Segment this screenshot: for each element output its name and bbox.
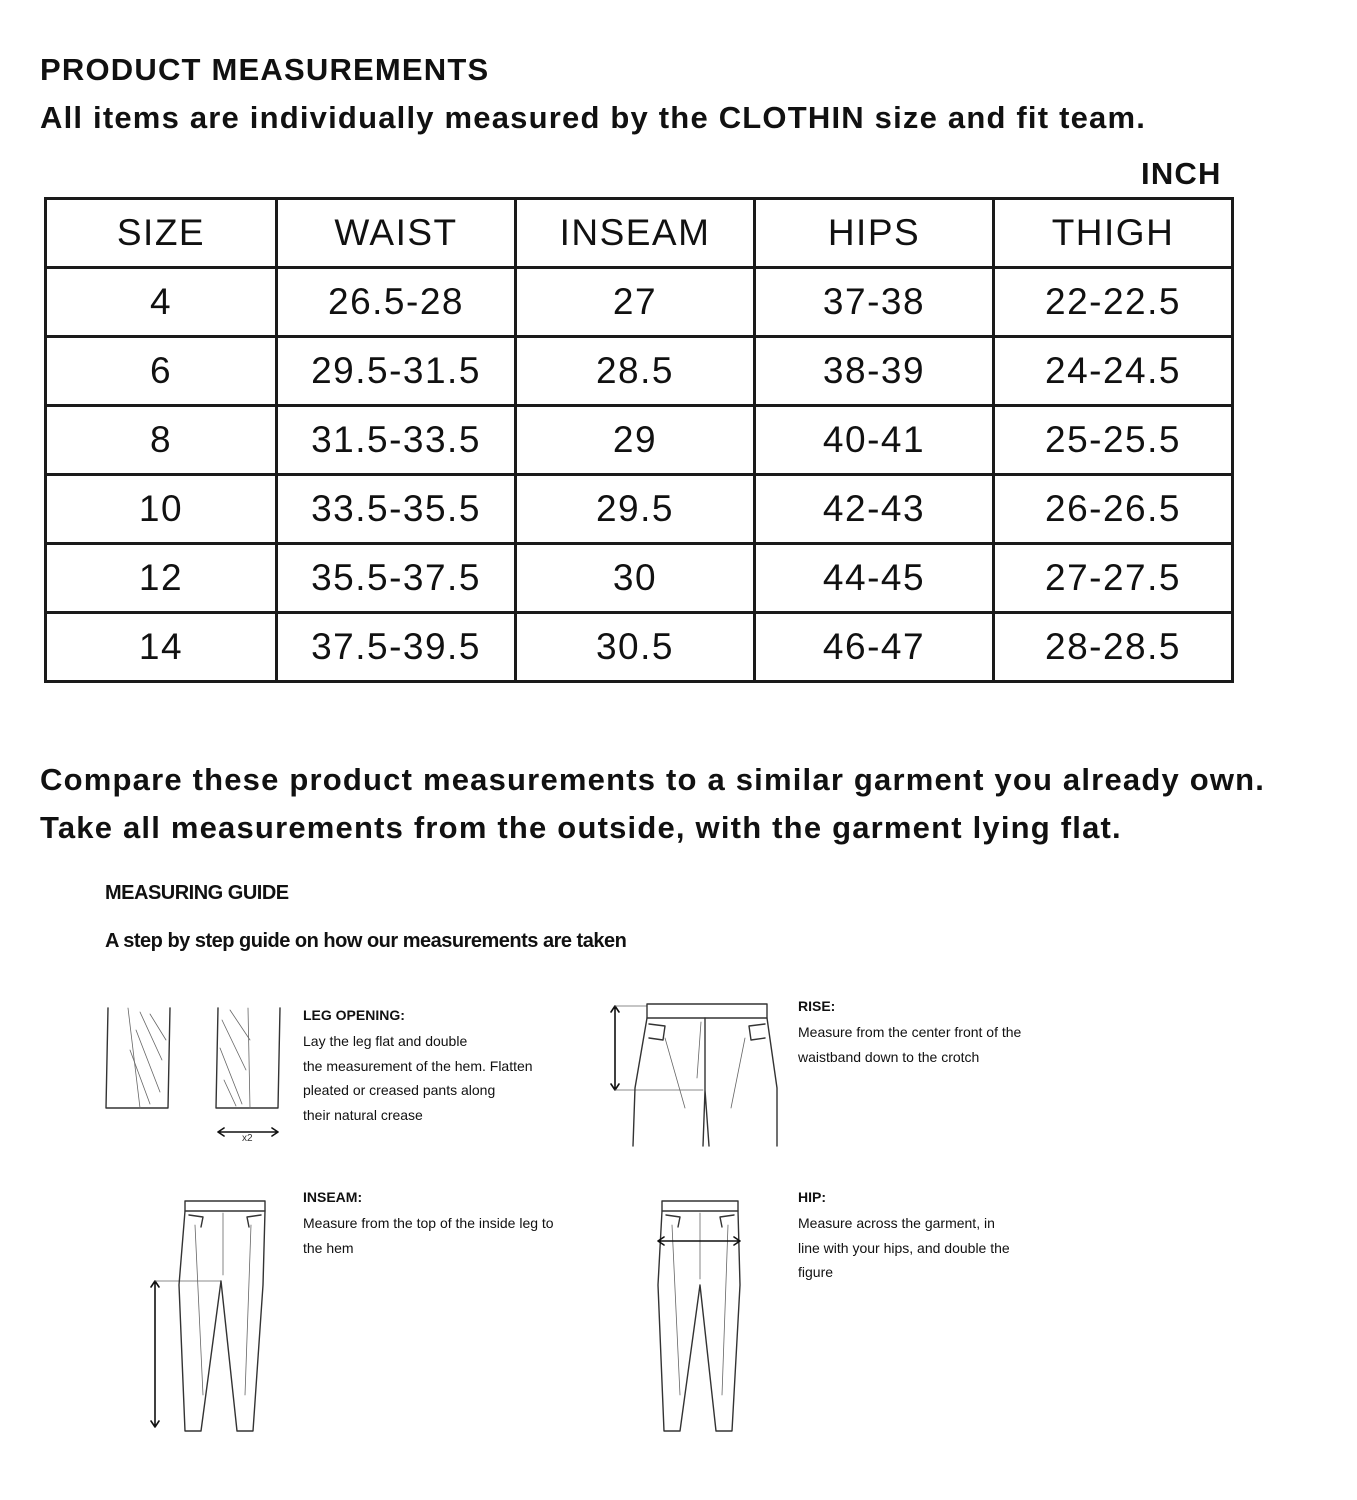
table-row <box>46 337 1233 406</box>
hip-illustration <box>650 1195 750 1435</box>
x2-marker: x2 <box>242 1133 253 1144</box>
table-cell: 44-45 <box>755 544 994 613</box>
table-cell: 6 <box>46 337 277 406</box>
table-row <box>46 475 1233 544</box>
inseam-step <box>303 1189 603 1260</box>
flat-note: Take all measurements from the outside, with the garment lying flat. <box>40 810 1122 845</box>
size-chart-table <box>44 197 1234 683</box>
leg-opening-line: Lay the leg flat and double <box>303 1033 468 1049</box>
table-cell: 37.5-39.5 <box>277 613 516 682</box>
hip-step <box>798 1189 1058 1285</box>
hip-title: HIP: <box>798 1189 826 1205</box>
table-cell: 38-39 <box>755 337 994 406</box>
rise-illustration <box>605 998 785 1150</box>
table-cell: 46-47 <box>755 613 994 682</box>
table-cell: 24-24.5 <box>994 337 1233 406</box>
table-cell: 28-28.5 <box>994 613 1233 682</box>
hip-line: Measure across the garment, in <box>798 1215 995 1231</box>
table-cell: 27-27.5 <box>994 544 1233 613</box>
leg-opening-line: the measurement of the hem. Flatten <box>303 1057 533 1074</box>
hip-description <box>798 1211 1058 1285</box>
rise-description <box>798 1020 1058 1069</box>
column-header: HIPS <box>755 199 994 268</box>
table-row <box>46 544 1233 613</box>
column-header: SIZE <box>46 199 277 268</box>
leg-opening-description <box>303 1029 603 1127</box>
leg-opening-line: pleated or creased pants along <box>303 1082 496 1098</box>
guide-subtitle: A step by step guide on how our measurements are taken <box>105 930 627 952</box>
rise-step <box>798 998 1058 1069</box>
guide-title: MEASURING GUIDE <box>105 882 289 904</box>
table-cell: 35.5-37.5 <box>277 544 516 613</box>
table-cell: 12 <box>46 544 277 613</box>
compare-note: Compare these product measurements to a similar garment you already own. <box>40 762 1266 797</box>
rise-line: waistband down to the crotch <box>798 1048 980 1065</box>
leg-opening-line: their natural crease <box>303 1106 423 1123</box>
table-row <box>46 613 1233 682</box>
column-header: WAIST <box>277 199 516 268</box>
unit-label: INCH <box>1141 156 1222 191</box>
inseam-line: the hem <box>303 1239 354 1256</box>
inseam-title: INSEAM: <box>303 1189 363 1205</box>
table-cell: 30.5 <box>516 613 755 682</box>
column-header: THIGH <box>994 199 1233 268</box>
inseam-description <box>303 1211 603 1260</box>
table-cell: 14 <box>46 613 277 682</box>
rise-line: Measure from the center front of the <box>798 1024 1022 1040</box>
table-cell: 40-41 <box>755 406 994 475</box>
table-cell: 33.5-35.5 <box>277 475 516 544</box>
table-row <box>46 268 1233 337</box>
rise-title: RISE: <box>798 998 836 1014</box>
table-cell: 37-38 <box>755 268 994 337</box>
table-cell: 29.5-31.5 <box>277 337 516 406</box>
inseam-line: Measure from the top of the inside leg to <box>303 1215 554 1231</box>
table-cell: 29.5 <box>516 475 755 544</box>
table-cell: 28.5 <box>516 337 755 406</box>
table-cell: 42-43 <box>755 475 994 544</box>
table-header-row <box>46 199 1233 268</box>
page-title: PRODUCT MEASUREMENTS <box>40 52 490 87</box>
column-header: INSEAM <box>516 199 755 268</box>
page-subtitle: All items are individually measured by the CLOTHIN size and fit team. <box>40 100 1147 135</box>
table-cell: 8 <box>46 406 277 475</box>
table-row <box>46 406 1233 475</box>
hip-line: figure <box>798 1264 834 1280</box>
table-cell: 4 <box>46 268 277 337</box>
leg-opening-title: LEG OPENING: <box>303 1007 405 1023</box>
inseam-illustration <box>145 1195 275 1435</box>
table-cell: 29 <box>516 406 755 475</box>
table-cell: 26.5-28 <box>277 268 516 337</box>
table-cell: 30 <box>516 544 755 613</box>
table-cell: 10 <box>46 475 277 544</box>
table-cell: 27 <box>516 268 755 337</box>
hip-line: line with your hips, and double the <box>798 1239 1010 1256</box>
table-cell: 22-22.5 <box>994 268 1233 337</box>
table-cell: 26-26.5 <box>994 475 1233 544</box>
leg-opening-illustration <box>100 1000 290 1150</box>
table-cell: 25-25.5 <box>994 406 1233 475</box>
table-cell: 31.5-33.5 <box>277 406 516 475</box>
leg-opening-step <box>303 1007 603 1127</box>
